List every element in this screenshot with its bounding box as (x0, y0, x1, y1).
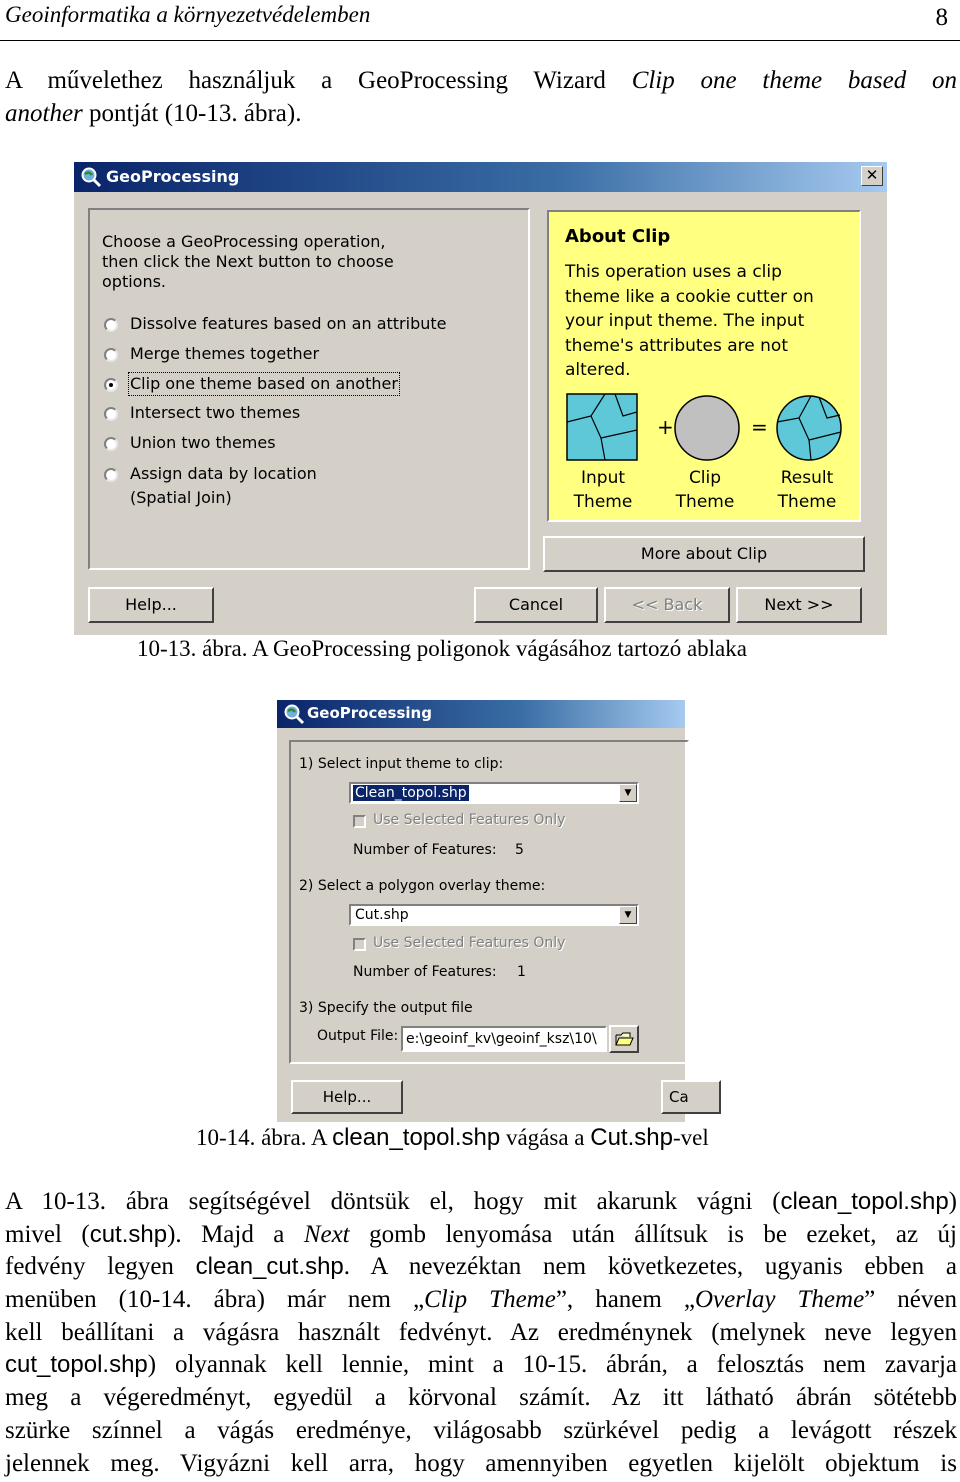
num-features-1-value: 5 (515, 842, 524, 858)
body-line-4: menüben (10-14. ábra) már nem „Clip Theme”, hanem „Overlay Theme” néven (5, 1286, 957, 1314)
figure-10-14-caption: 10-14. ábra. A clean_topol.shp vágása a Cut.shp-vel (196, 1124, 709, 1151)
step-1-label: 1) Select input theme to clip: (299, 756, 504, 772)
prompt-line-2: then click the Next button to choose (102, 252, 394, 271)
prompt-line-1: Choose a GeoProcessing operation, (102, 232, 386, 251)
intro-line-1: A művelethez használjuk a GeoProcessing Wizard Clip one theme based on (5, 67, 957, 94)
more-about-clip-button[interactable]: More about Clip (543, 536, 865, 572)
body-line-6: cut_topol.shp) olyannak kell lennie, mint a 10-15. ábrán, a felosztás nem zavarja (5, 1351, 957, 1379)
dialog-2-title: GeoProcessing (307, 704, 432, 722)
clip-options-group (289, 740, 689, 1064)
dialog-1-title: GeoProcessing (106, 167, 240, 186)
about-clip-panel (547, 210, 861, 522)
geoprocessing-dialog-1 (74, 162, 887, 635)
clip-theme-circle-icon (675, 396, 739, 460)
option-assign-label[interactable]: Assign data by location (130, 464, 317, 483)
intro-line-2: another pontját (10-13. ábra). (5, 99, 302, 127)
radio-clip[interactable] (104, 378, 118, 392)
option-clip-label[interactable]: Clip one theme based on another (130, 374, 398, 393)
body-line-7: meg a végeredményt, egyedül a körvonal számít. Az itt látható ábrán sötétebb (5, 1384, 957, 1412)
open-folder-icon (614, 1030, 634, 1048)
radio-merge[interactable] (104, 348, 118, 362)
input-theme-label: Input Theme (573, 468, 633, 512)
output-file-label: Output File: (317, 1028, 399, 1044)
close-icon[interactable]: ✕ (861, 166, 883, 186)
magnifier-globe-icon (80, 166, 102, 192)
overlay-theme-value: Cut.shp (355, 907, 409, 923)
step-2-label: 2) Select a polygon overlay theme: (299, 878, 546, 894)
cancel-button[interactable]: Cancel (474, 587, 598, 623)
use-selected-1-label: Use Selected Features Only (373, 812, 566, 828)
running-header-title: Geoinformatika a környezetvédelemben (5, 2, 371, 27)
radio-union[interactable] (104, 437, 118, 451)
radio-assign[interactable] (104, 468, 118, 482)
next-button[interactable]: Next >> (736, 587, 862, 623)
help-button-2[interactable]: Help... (291, 1080, 403, 1114)
body-paragraph (5, 1186, 957, 1480)
about-clip-title: About Clip (565, 226, 671, 247)
overlay-theme-select[interactable] (349, 904, 639, 926)
chevron-down-icon[interactable]: ▼ (619, 906, 637, 924)
equals-sign: = (751, 415, 768, 439)
result-theme-label: Result Theme (777, 468, 837, 512)
radio-intersect[interactable] (104, 407, 118, 421)
header-rule (0, 40, 960, 41)
use-selected-2-checkbox[interactable] (353, 938, 366, 951)
result-theme-circle-icon (777, 396, 841, 460)
option-intersect-label[interactable]: Intersect two themes (130, 403, 301, 422)
num-features-2-value: 1 (517, 964, 526, 980)
body-line-1: A 10-13. ábra segítségével döntsük el, hogy mit akarunk vágni (clean_topol.shp) (5, 1188, 957, 1215)
dialog-2-titlebar (277, 700, 685, 728)
input-theme-square-icon (567, 394, 637, 460)
help-button[interactable]: Help... (88, 587, 214, 623)
operations-group (88, 208, 530, 570)
option-dissolve-label[interactable]: Dissolve features based on an attribute (130, 314, 447, 333)
figure-10-13-caption: 10-13. ábra. A GeoProcessing poligonok vágásához tartozó ablaka (137, 636, 747, 661)
cancel-button-2[interactable]: Ca (661, 1080, 721, 1114)
browse-button[interactable] (609, 1025, 639, 1053)
page-number: 8 (935, 4, 948, 31)
prompt-line-3: options. (102, 272, 167, 291)
back-button[interactable]: << Back (604, 587, 730, 623)
body-line-3: fedvény legyen clean_cut.shp. A nevezéktan nem következetes, ugyanis ebben a (5, 1253, 957, 1281)
body-line-5: kell beállítani a vágásra használt fedvényt. Az eredménynek (melynek neve legyen (5, 1318, 957, 1346)
input-theme-value: Clean_topol.shp (355, 785, 467, 801)
dialog-1-titlebar (74, 162, 887, 192)
body-line-8: szürke színnel a vágás eredménye, világosabb szürkével pedig a levágott részek (5, 1416, 957, 1444)
step-3-label: 3) Specify the output file (299, 1000, 473, 1016)
plus-sign: + (657, 415, 674, 439)
option-union-label[interactable]: Union two themes (130, 433, 276, 452)
input-theme-select[interactable] (349, 782, 639, 804)
about-clip-body: This operation uses a clip theme like a cookie cutter on your input theme. The input theme's attributes are not altered. (565, 262, 814, 380)
option-merge-label[interactable]: Merge themes together (130, 344, 320, 363)
radio-dissolve[interactable] (104, 318, 118, 332)
body-line-9: jelennek meg. Vigyázni kell arra, hogy amennyiben egyetlen kijelölt objektum is (5, 1449, 957, 1477)
use-selected-1-checkbox[interactable] (353, 815, 366, 828)
geoprocessing-dialog-2 (277, 700, 689, 1122)
output-file-input[interactable]: e:\geoinf_kv\geoinf_ksz\10\ (401, 1026, 607, 1052)
clip-theme-label: Clip Theme (675, 468, 735, 512)
magnifier-globe-icon (283, 703, 305, 729)
body-line-2: mivel (cut.shp). Majd a Next gomb lenyomása után állítsuk is be ezeket, az új (5, 1220, 957, 1248)
chevron-down-icon[interactable]: ▼ (619, 784, 637, 802)
num-features-2-label: Number of Features: (353, 964, 497, 980)
num-features-1-label: Number of Features: (353, 842, 497, 858)
intro-paragraph (5, 65, 957, 130)
use-selected-2-label: Use Selected Features Only (373, 935, 566, 951)
clip-diagram (565, 392, 847, 466)
option-assign-subtext: (Spatial Join) (130, 488, 232, 507)
